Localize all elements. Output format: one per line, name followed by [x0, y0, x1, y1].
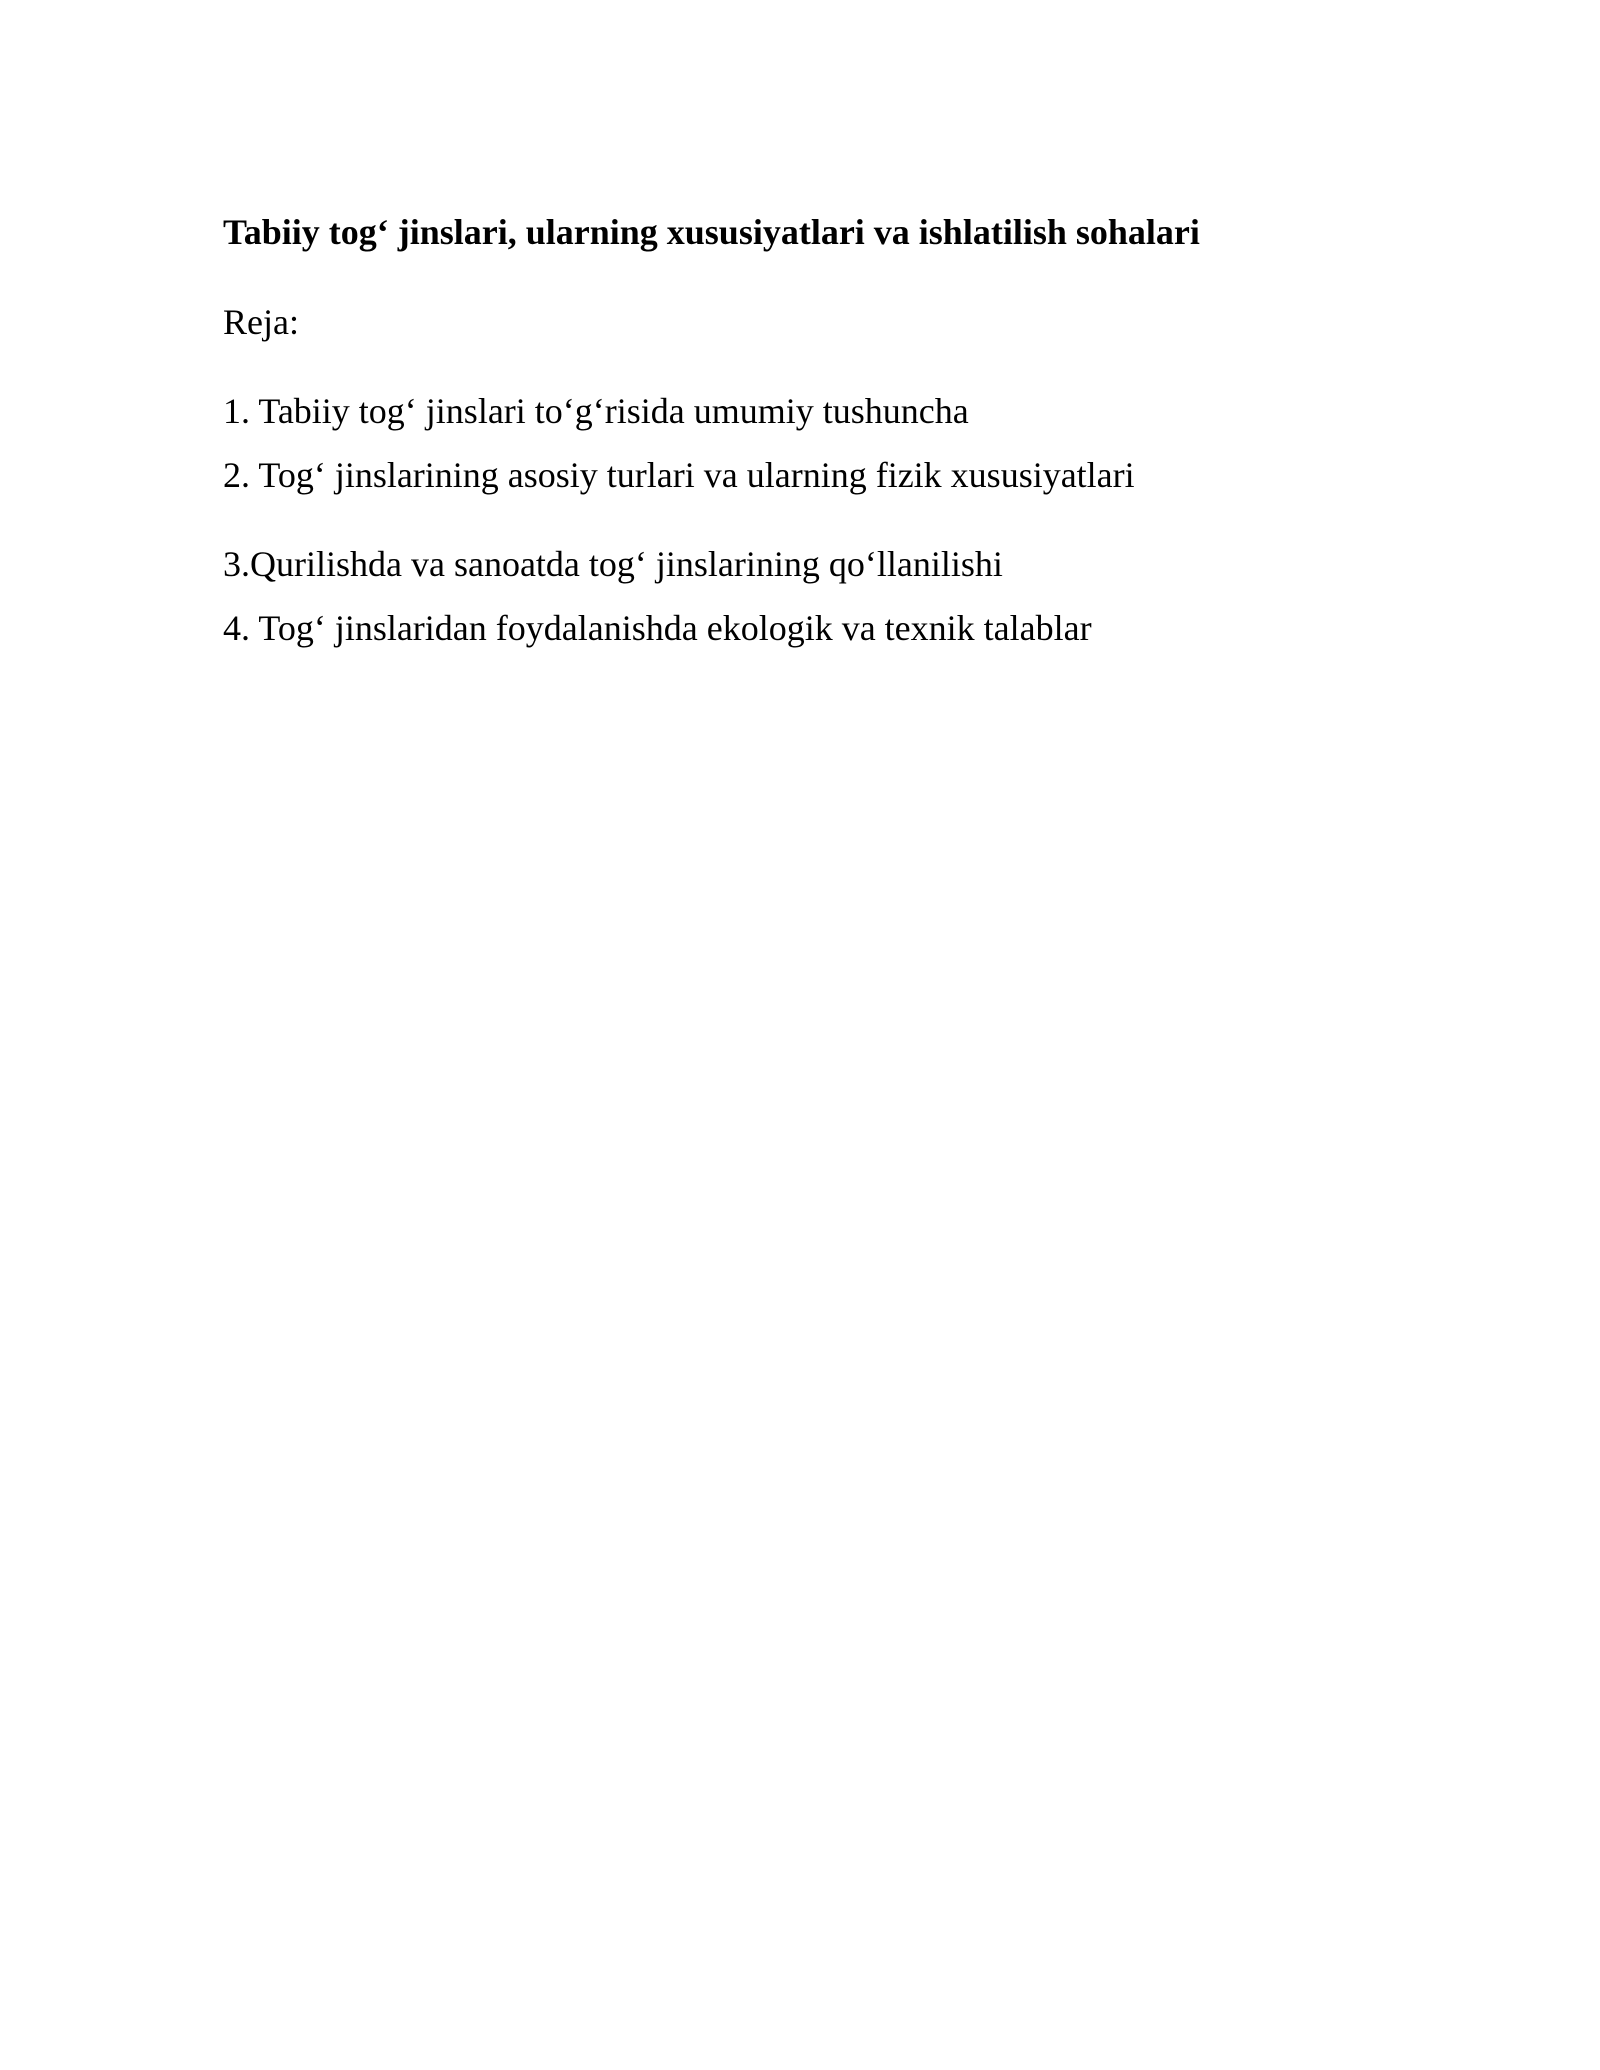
document-title: Tabiiy tog‘ jinslari, ularning xususiyatlari va ishlatilish sohalari — [223, 212, 1200, 252]
plan-item-1: 1. Tabiiy tog‘ jinslari to‘g‘risida umumiy tushuncha — [223, 391, 969, 431]
plan-item-4: 4. Tog‘ jinslaridan foydalanishda ekologik va texnik talablar — [223, 608, 1092, 648]
plan-heading: Reja: — [223, 302, 299, 342]
plan-item-2: 2. Tog‘ jinslarining asosiy turlari va ularning fizik xususiyatlari — [223, 455, 1135, 495]
plan-item-3: 3.Qurilishda va sanoatda tog‘ jinslarining qo‘llanilishi — [223, 544, 1003, 584]
